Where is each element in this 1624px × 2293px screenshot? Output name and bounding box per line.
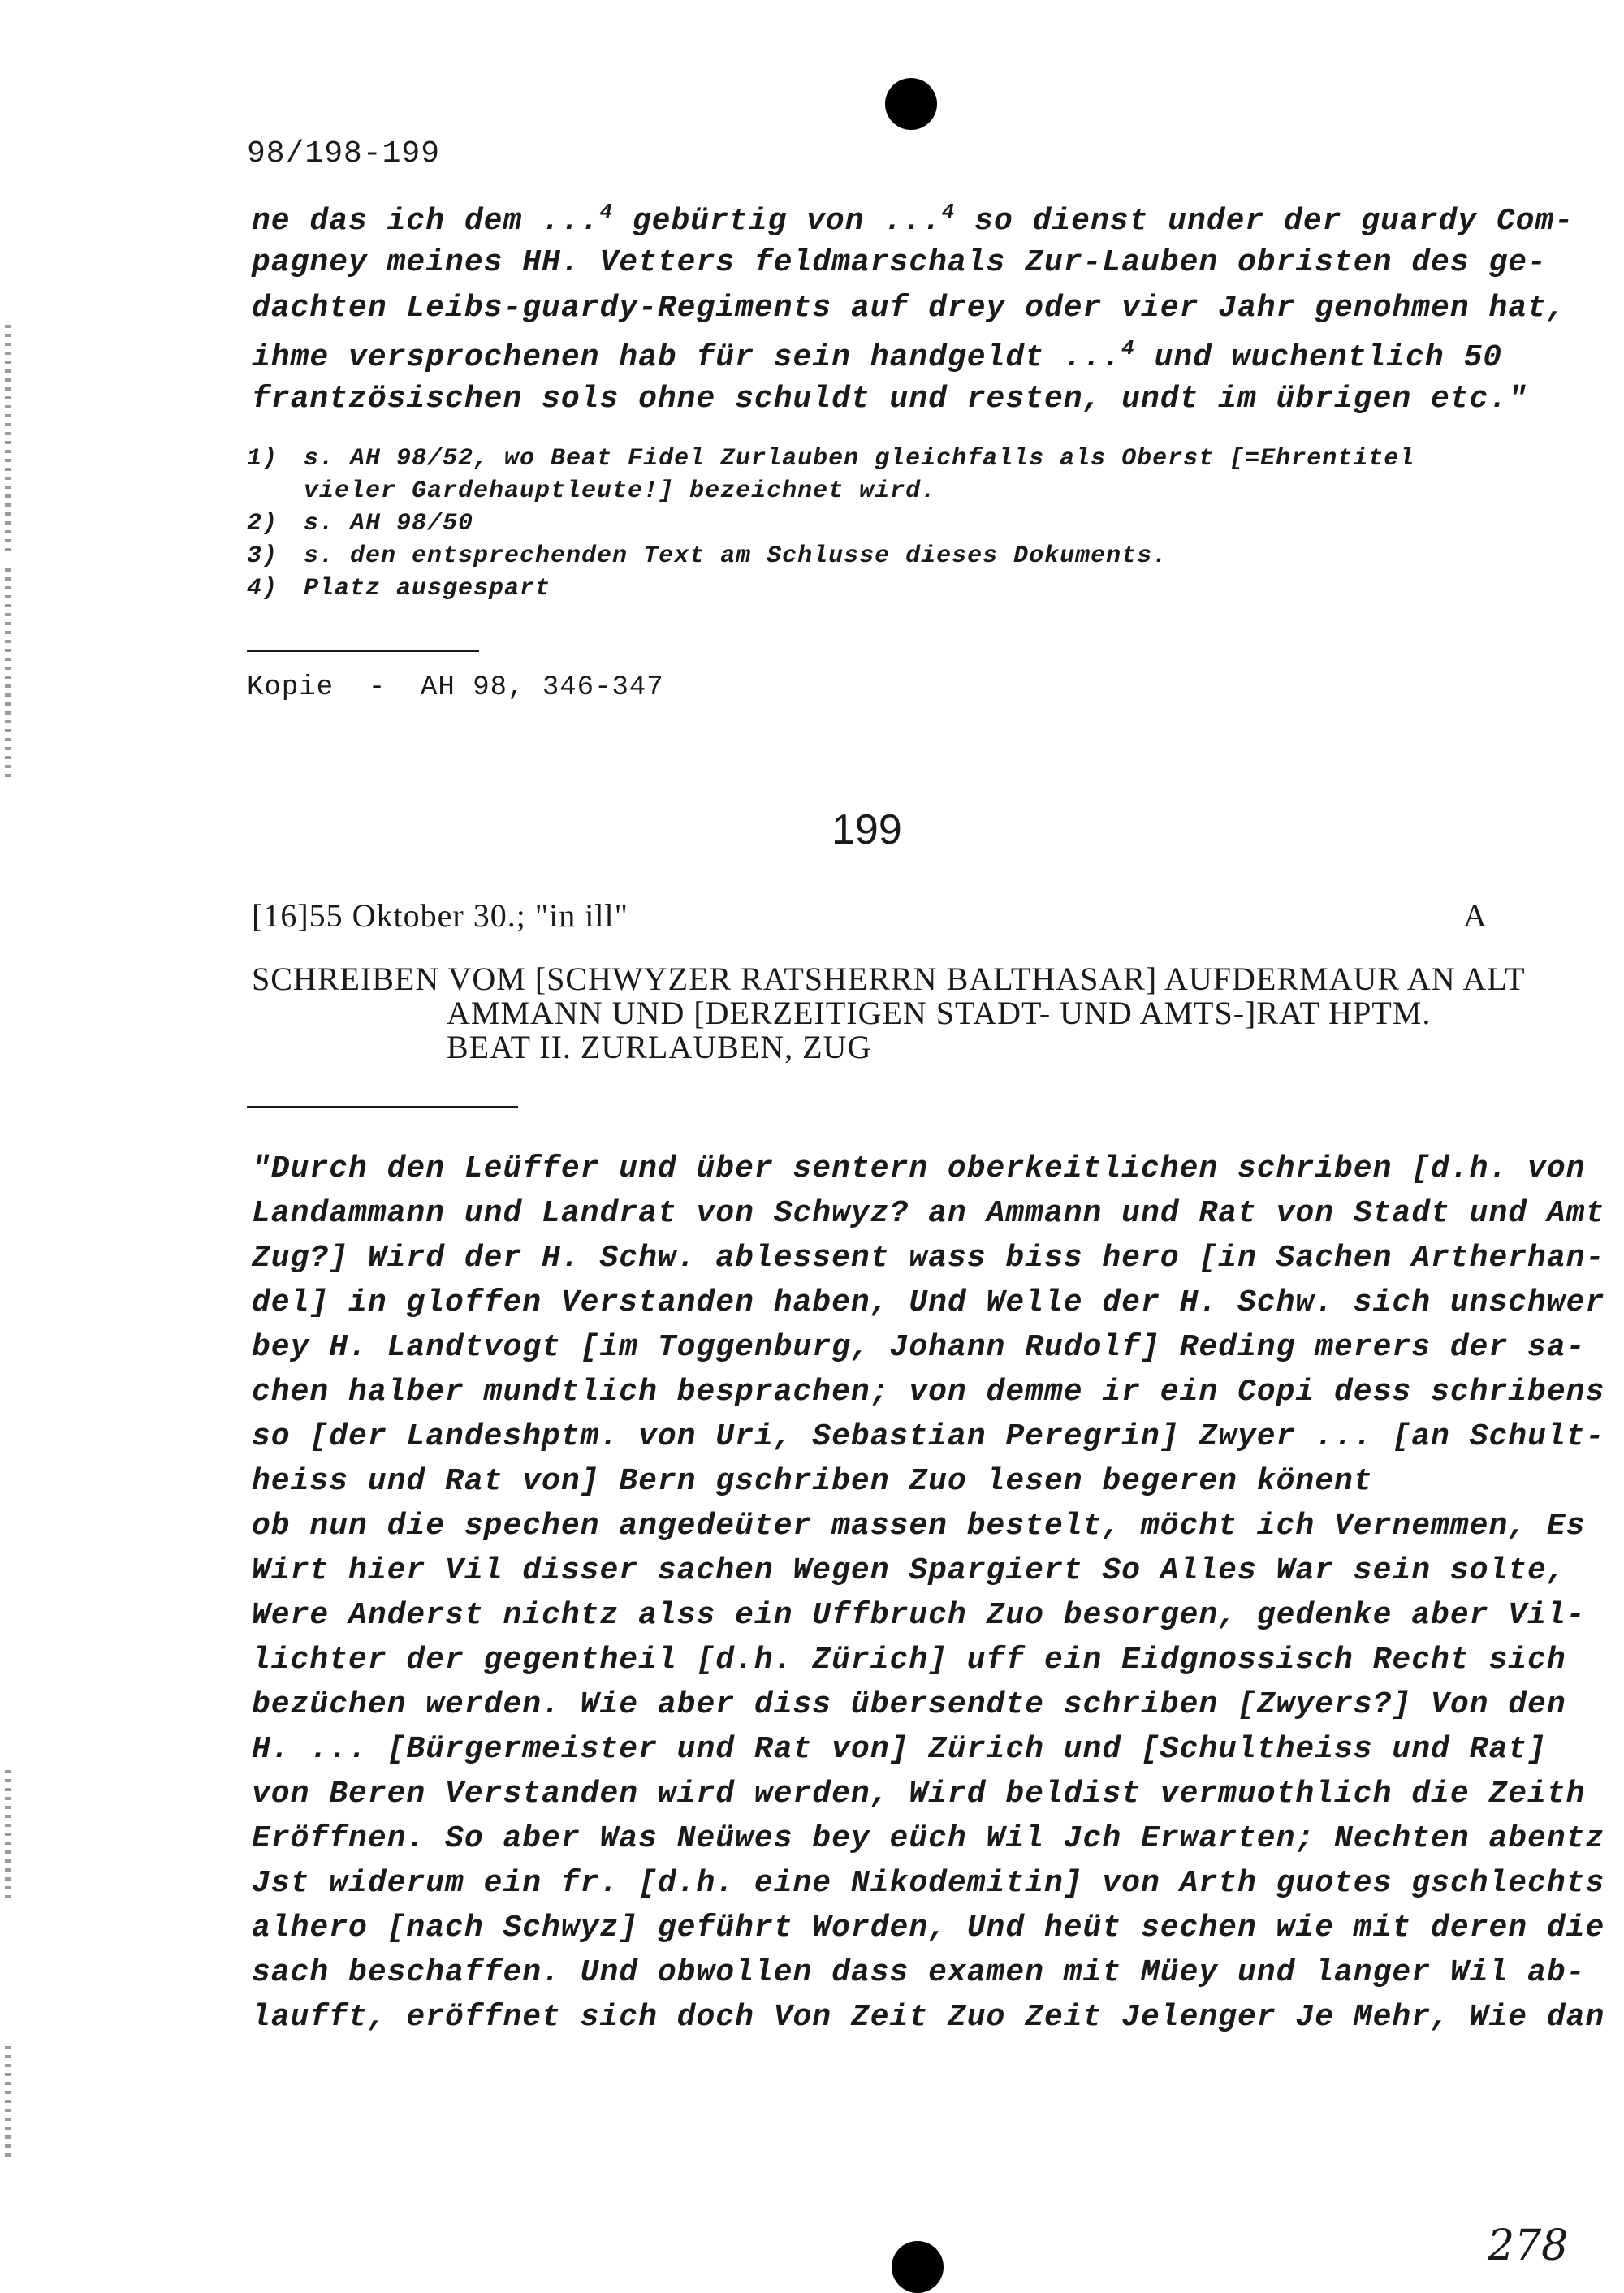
text-line (252, 200, 1574, 239)
text-segment: ob nun die spechen angedeüter massen bestelt, möcht ich Vernemmen, Es (252, 1509, 1586, 1544)
text-segment: gebürtig von ... (613, 204, 942, 239)
text-segment: frantzösischen sols ohne schuldt und resten, undt im übrigen etc." (252, 382, 1528, 417)
footnote-text: vieler Gardehauptleute!] bezeichnet wird. (304, 477, 937, 505)
text-segment: und wuchentlich 50 (1134, 340, 1503, 375)
text-line (252, 245, 1547, 280)
separator-rule (247, 650, 479, 652)
document-heading-line-1: SCHREIBEN VOM [SCHWYZER RATSHERRN BALTHASAR] AUFDERMAUR AN ALT (252, 961, 1526, 997)
letter-line (252, 2000, 1605, 2035)
footnote-text: s. AH 98/50 (304, 510, 474, 538)
text-segment: merers der sa- (1295, 1330, 1586, 1365)
heading-rule (247, 1106, 518, 1108)
text-segment: del] in gloffen Verstanden haben, Und Welle der H. Schw. sich unschwer (252, 1285, 1605, 1320)
footnote-marker: 4 (1121, 336, 1135, 361)
text-segment: ne das ich dem ... (252, 204, 600, 239)
text-segment: Were Anderst nichtz alss ein Uffbruch Zuo besorgen, gedenke aber Vil- (252, 1598, 1586, 1633)
letter-line (252, 1955, 1585, 1990)
text-segment: alhero [nach Schwyz] geführt Worden, Und heüt sechen wie mit deren die (252, 1911, 1605, 1945)
letter-line (252, 1732, 1547, 1767)
scan-edge-mark (5, 325, 11, 552)
text-segment: sach beschaffen. Und obwollen dass examen mit Müey und langer Wil ab- (252, 1955, 1586, 1990)
text-segment: Jst widerum ein fr. [d.h. eine Nikodemitin] von Arth guotes gschlechts (252, 1866, 1605, 1901)
text-segment: bezüchen werden. Wie aber diss übersendte schriben [Zwyers?] Von den (252, 1687, 1566, 1722)
letter-line (252, 1151, 1585, 1186)
text-segment: so dienst under der guardy Com- (955, 204, 1574, 239)
letter-line (252, 1687, 1566, 1722)
copy-reference: Kopie - AH 98, 346-347 (247, 672, 664, 703)
letter-code: A (1463, 897, 1488, 934)
text-line (252, 336, 1502, 375)
folio-number: 278 (1488, 2222, 1569, 2270)
text-segment: chen halber mundtlich besprachen; von demme ir ein Copi dess schribens (252, 1375, 1605, 1410)
page-reference: 98/198-199 (247, 136, 441, 171)
scan-edge-mark (5, 1770, 11, 1900)
text-segment: so [der Landeshptm. von Uri, Sebastian Peregrin] (252, 1419, 1199, 1454)
text-segment: pagney meines HH. Vetters feldmarschals Zur-Lauben obristen des ge- (252, 245, 1547, 280)
letter-line (252, 1241, 1605, 1276)
text-segment: H. ... [Bürgermeister und Rat von] Zürich und [Schultheiss und Rat] (252, 1732, 1547, 1767)
text-segment: dachten Leibs-guardy-Regiments auf drey oder vier Jahr genohmen hat, (252, 291, 1566, 326)
text-segment: Zug?] Wird der H. Schw. ablessent wass biss hero [in Sachen Artherhan- (252, 1241, 1605, 1276)
text-segment: Eröffnen. So aber Was Neüwes bey eüch Wil Jch Erwarten; Nechten abentz (252, 1821, 1605, 1856)
footnote-text: s. AH 98/52, wo Beat Fidel Zurlauben gleichfalls als Oberst [=Ehrentitel (304, 445, 1415, 473)
letter-line (252, 1464, 1373, 1499)
letter-line (252, 1911, 1605, 1945)
text-segment: laufft, eröffnet sich doch Von Zeit Zuo Zeit Jelenger Je Mehr, Wie dan (252, 2000, 1605, 2035)
footnote-number: 4) (247, 575, 279, 602)
letter-line (252, 1419, 1605, 1454)
text-segment: "Durch den Leüffer und über sentern oberkeitlichen schriben [d.h. von (252, 1151, 1586, 1186)
document-heading-line-2: AMMANN UND [DERZEITIGEN STADT- UND AMTS-]RAT HPTM. (447, 995, 1432, 1031)
letter-line (252, 1643, 1566, 1678)
punch-hole-bottom (892, 2241, 944, 2293)
scan-edge-mark (5, 568, 11, 779)
footnote-marker: 4 (941, 200, 956, 224)
letter-line (252, 1598, 1585, 1633)
text-segment: bey H. Landtvogt [im Toggenburg, Johann Rudolf] (252, 1330, 1180, 1365)
letter-line (252, 1330, 1585, 1365)
footnote-number: 1) (247, 445, 279, 473)
text-line (252, 291, 1566, 326)
letter-line (252, 1821, 1605, 1856)
document-number: 199 (831, 806, 902, 853)
footnote-number: 2) (247, 510, 279, 538)
letter-line (252, 1777, 1585, 1812)
letter-line (252, 1285, 1605, 1320)
footnote-text: Platz ausgespart (304, 575, 551, 602)
text-segment: ihme versprochenen hab für sein handgeldt ... (252, 340, 1122, 375)
text-segment: Landammann und Landrat von Schwyz? an Ammann und Rat von Stadt und Amt (252, 1196, 1605, 1231)
document-heading-line-3: BEAT II. ZURLAUBEN, ZUG (447, 1029, 872, 1065)
scan-edge-mark (5, 2046, 11, 2160)
punch-hole-top (885, 78, 937, 130)
letter-line (252, 1375, 1605, 1410)
text-line (252, 382, 1527, 417)
letter-line (252, 1509, 1585, 1544)
text-segment: lichter der gegentheil [d.h. Zürich] uff ein Eidgnossisch Recht sich (252, 1643, 1566, 1678)
bold-name: Reding (1179, 1330, 1296, 1365)
letter-line (252, 1196, 1605, 1231)
text-segment: Wirt hier Vil disser sachen Wegen Spargiert So Alles War sein solte, (252, 1553, 1566, 1588)
text-segment: heiss und Rat von] Bern gschriben Zuo lesen begeren könent (252, 1464, 1373, 1499)
footnote-text: s. den entsprechenden Text am Schlusse dieses Dokuments. (304, 542, 1168, 570)
text-segment: ... [an Schult- (1295, 1419, 1605, 1454)
text-segment: von Beren Verstanden wird werden, Wird beldist vermuothlich die Zeith (252, 1777, 1586, 1812)
letter-line (252, 1553, 1566, 1588)
footnote-marker: 4 (599, 200, 614, 224)
bold-name: Zwyer (1199, 1419, 1296, 1454)
letter-line (252, 1866, 1605, 1901)
date-line: [16]55 Oktober 30.; "in ill" (252, 897, 628, 934)
footnote-number: 3) (247, 542, 279, 570)
